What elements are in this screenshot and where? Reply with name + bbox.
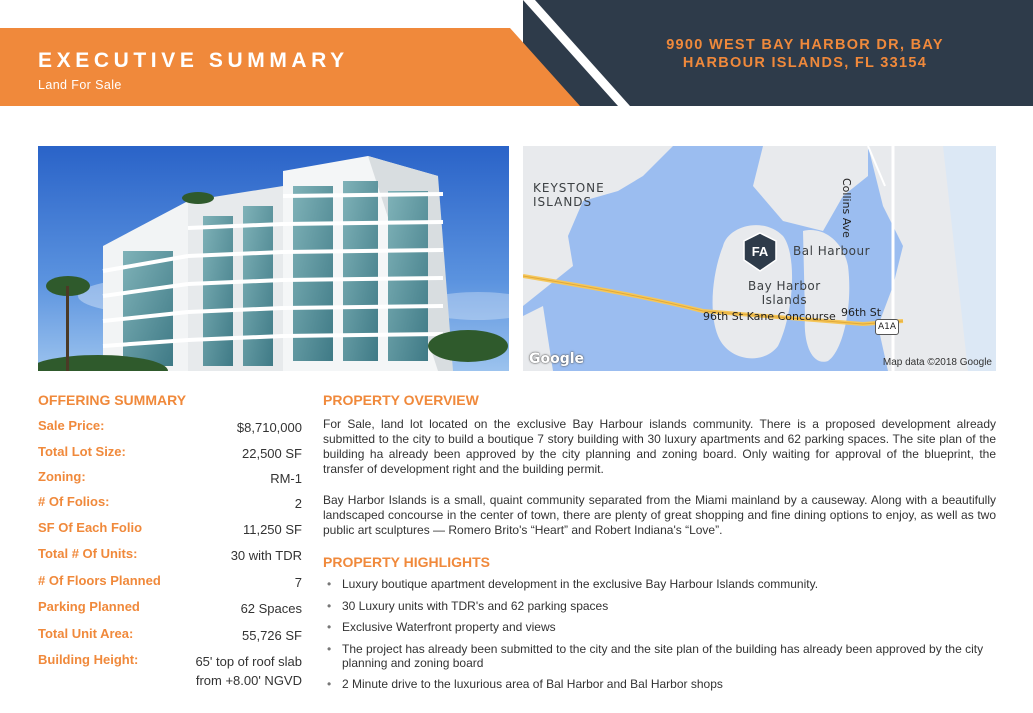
highlight-item: • Exclusive Waterfront property and views xyxy=(327,620,556,634)
map-label-keystone-islands: KEYSTONE ISLANDS xyxy=(533,181,605,209)
map-label-96th-st: 96th St xyxy=(841,306,882,319)
highlight-item: • 30 Luxury units with TDR's and 62 parking spaces xyxy=(327,598,609,613)
address-line-1: 9900 WEST BAY HARBOR DR, BAY xyxy=(666,37,944,53)
map-label-bal-harbour: Bal Harbour xyxy=(793,244,871,258)
address-line-2: HARBOUR ISLANDS, FL 33154 xyxy=(682,55,928,71)
property-overview-title: PROPERTY OVERVIEW xyxy=(323,392,479,408)
property-address xyxy=(640,36,970,72)
map-label-collins-ave: Collins Ave xyxy=(840,178,853,238)
map-label-bay-harbor-islands: Bay Harbor Islands xyxy=(748,279,821,307)
overview-paragraph-2: Bay Harbor Islands is a small, quaint community separated from the Miami mainland by a causeway. Along with a beautifully landscaped concourse in the center of town, there are plenty of great shopping and fine dining options to enjoy, as well as two public art sculptures — Romero Brito's “Heart” and Robert Indiana's “Love”. xyxy=(323,493,996,537)
highlight-item: • Luxury boutique apartment development in the exclusive Bay Harbour Islands community. xyxy=(327,577,819,591)
offering-summary-title: OFFERING SUMMARY xyxy=(38,392,187,408)
highlights-list xyxy=(323,577,996,699)
page-subtitle: Land For Sale xyxy=(38,78,122,92)
google-logo: Google xyxy=(529,351,585,367)
building-rendering-photo xyxy=(38,146,509,371)
highlight-item: • The project has already been submitted to the city and the site plan of the building has already been approved by the city planning and zoning board xyxy=(327,641,984,670)
map-credit: Map data ©2018 Google xyxy=(882,357,992,368)
a1a-shield: A1A xyxy=(875,319,899,335)
page-title: EXECUTIVE SUMMARY xyxy=(38,49,349,72)
property-highlights-title: PROPERTY HIGHLIGHTS xyxy=(323,554,490,570)
highlight-item: • 2 Minute drive to the luxurious area of Bal Harbor and Bal Harbor shops xyxy=(327,677,723,691)
map-label-kane-concourse: 96th St Kane Concourse xyxy=(703,310,836,323)
overview-paragraph-1: For Sale, land lot located on the exclusive Bay Harbour islands community. There is a proposed development already submitted to the city to build a boutique 7 story building with 30 luxury apartments and 62 parking spaces. The site plan of the building ha already been approved by the city planning and zoning board. Only waiting for approval of the blueprint, the transfer of development right and the building permit. xyxy=(323,417,996,476)
svg-text:FA: FA xyxy=(751,244,769,259)
fa-location-marker-icon[interactable] xyxy=(743,232,777,272)
